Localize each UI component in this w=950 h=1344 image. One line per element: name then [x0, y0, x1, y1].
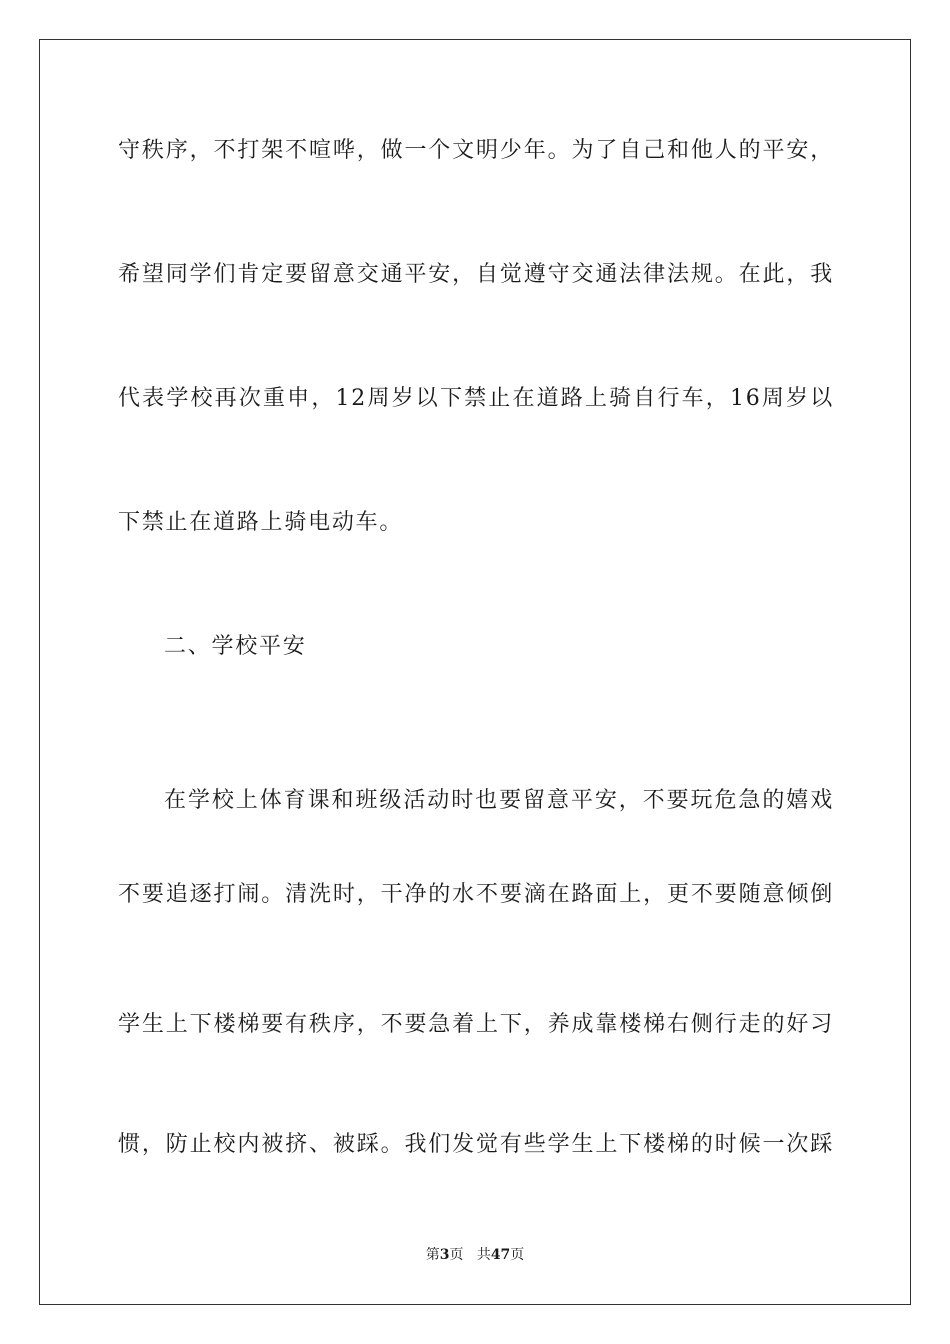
- footer-page-suffix: 页: [449, 1247, 464, 1263]
- section-heading: 二、学校平安: [164, 634, 307, 659]
- body-line-1: 守秩序，不打架不喧哗，做一个文明少年。为了自己和他人的平安，: [118, 138, 834, 163]
- footer-separator: [463, 1247, 476, 1263]
- paragraph-line-3: 学生上下楼梯要有秩序，不要急着上下，养成靠楼梯右侧行走的好习: [118, 1012, 834, 1037]
- page-footer: [0, 1245, 950, 1265]
- footer-total-suffix: 页: [510, 1247, 525, 1263]
- paragraph-line-4: 惯，防止校内被挤、被踩。我们发觉有些学生上下楼梯的时候一次踩: [118, 1132, 834, 1157]
- paragraph-line-1: 在学校上体育课和班级活动时也要留意平安，不要玩危急的嬉戏: [164, 788, 834, 813]
- body-line-4: 下禁止在道路上骑电动车。: [118, 510, 404, 535]
- body-line-2: 希望同学们肯定要留意交通平安，自觉遵守交通法律法规。在此，我: [118, 262, 834, 287]
- footer-page-number: 3: [439, 1247, 450, 1263]
- paragraph-line-2: 不要追逐打闹。清洗时，干净的水不要滴在路面上，更不要随意倾倒: [118, 882, 834, 907]
- body-line-3: 代表学校再次重申，12周岁以下禁止在道路上骑自行车，16周岁以: [118, 386, 834, 411]
- footer-prefix: 第: [425, 1247, 440, 1263]
- footer-total-pages: 47: [490, 1247, 511, 1263]
- footer-total-prefix: 共: [476, 1247, 491, 1263]
- page-frame: [39, 39, 911, 1305]
